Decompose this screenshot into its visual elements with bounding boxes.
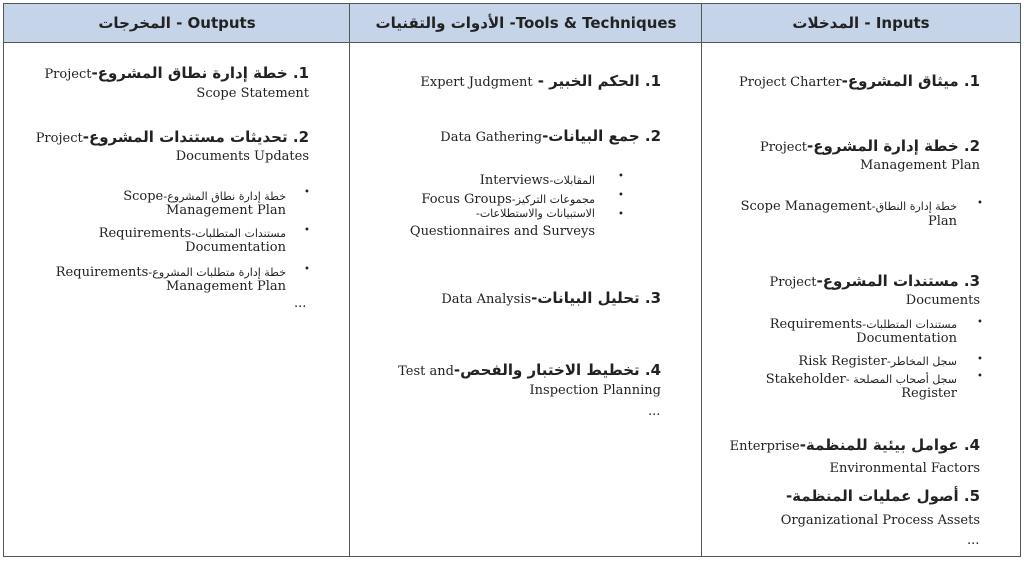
inputs-item-3 — [769, 271, 980, 290]
inputs-column — [702, 43, 1020, 556]
process-table — [3, 3, 1021, 557]
tools-bullet-2 — [421, 188, 595, 207]
inputs-item-2-en-cont: Management Plan — [860, 158, 980, 173]
tools-item-2 — [440, 126, 661, 145]
outputs-column — [4, 43, 349, 556]
outputs-item-1-en: Project — [44, 67, 92, 82]
header-inputs-label: Inputs - المدخلات — [792, 14, 930, 32]
outputs-item-2 — [36, 127, 309, 146]
inputs-item-2-en: Project — [759, 140, 807, 155]
tools-item-4-en: Test and — [398, 364, 454, 379]
inputs-item-4-en-cont: Environmental Factors — [829, 461, 980, 476]
inputs-ellipsis: ... — [967, 533, 980, 548]
tools-item-4-en-cont: Inspection Planning — [529, 383, 661, 398]
inputs-item-4-en: Enterprise — [729, 439, 800, 454]
inputs-item-4 — [730, 435, 980, 454]
header-outputs — [4, 4, 350, 43]
tools-item-2-ar: 2. جمع البيانات- — [542, 127, 661, 145]
header-tools — [350, 4, 702, 43]
outputs-bullet-1-en-cont: Management Plan — [166, 203, 286, 218]
inputs-bullet-3-en: Risk Register — [798, 354, 887, 369]
header-inputs — [702, 4, 1020, 43]
tools-item-1 — [420, 71, 661, 90]
outputs-bullet-1-en: Scope — [123, 189, 164, 204]
outputs-bullet-3-ar: خطة إدارة متطلبات المشروع- — [148, 266, 286, 279]
outputs-item-1-en-cont: Scope Statement — [196, 86, 309, 101]
bullet-icon: • — [304, 187, 310, 198]
tools-bullet-2-ar: مجموعات التركيز- — [511, 193, 595, 206]
inputs-bullet-4-en-cont: Register — [901, 386, 957, 401]
tools-item-3 — [441, 288, 661, 307]
tools-column — [350, 43, 701, 556]
tools-item-1-en: Expert Judgment — [420, 75, 533, 90]
tools-item-2-en: Data Gathering — [440, 130, 543, 145]
outputs-ellipsis: ... — [294, 296, 307, 311]
outputs-item-1-ar: 1. خطة إدارة نطاق المشروع- — [91, 64, 309, 82]
bullet-icon: • — [618, 209, 624, 220]
outputs-item-2-en: Project — [35, 131, 83, 146]
inputs-bullet-1-en: Scope Management — [740, 199, 872, 214]
inputs-bullet-4 — [766, 368, 957, 387]
outputs-bullet-1 — [123, 185, 286, 204]
bullet-icon: • — [618, 190, 624, 201]
inputs-item-1-ar: 1. ميثاق المشروع- — [841, 72, 980, 90]
outputs-bullet-3 — [56, 261, 286, 280]
inputs-item-3-en-cont: Documents — [905, 293, 980, 308]
tools-item-1-ar: 1. الحكم الخبير - — [537, 72, 661, 90]
inputs-item-1-en: Project Charter — [739, 75, 842, 90]
bullet-icon: • — [304, 225, 310, 236]
outputs-bullet-2-en: Requirements — [98, 226, 192, 241]
tools-ellipsis: ... — [648, 404, 661, 419]
outputs-item-2-en-cont: Documents Updates — [175, 149, 309, 164]
inputs-bullet-1-ar: خطة إدارة النطاق- — [871, 200, 957, 213]
tools-bullet-3-en: Questionnaires and Surveys — [409, 224, 595, 239]
inputs-bullet-2-en: Requirements — [769, 317, 863, 332]
inputs-bullet-3-ar: سجل المخاطر- — [886, 355, 957, 368]
inputs-bullet-4-en: Stakeholder — [765, 372, 846, 387]
inputs-item-5-ar: 5. أصول عمليات المنظمة- — [785, 487, 980, 505]
header-tools-label: Tools & Techniques- الأدوات والتقنيات — [375, 14, 677, 32]
outputs-bullet-1-ar: خطة إدارة نطاق المشروع- — [163, 190, 286, 203]
inputs-bullet-2-en-cont: Documentation — [856, 331, 957, 346]
header-outputs-label: Outputs - المخرجات — [98, 14, 256, 32]
inputs-item-5-en: Organizational Process Assets — [780, 513, 980, 528]
tools-item-3-ar: 3. تحليل البيانات- — [531, 289, 661, 307]
tools-bullet-1 — [480, 169, 595, 188]
tools-item-4-ar: 4. تخطيط الاختبار والفحص- — [453, 361, 661, 379]
inputs-item-2 — [760, 136, 980, 155]
bullet-icon: • — [977, 198, 983, 209]
outputs-bullet-3-en: Requirements — [55, 265, 149, 280]
tools-bullet-1-ar: المقابلات- — [549, 174, 595, 187]
tools-bullet-2-en: Focus Groups — [421, 192, 512, 207]
outputs-item-1 — [44, 63, 309, 82]
tools-bullet-3-ar: الاستبيانات والاستطلاعات- — [475, 207, 595, 220]
outputs-bullet-2-ar: مستندات المتطلبات- — [191, 227, 286, 240]
inputs-item-4-ar: 4. عوامل بيئية للمنظمة- — [799, 436, 980, 454]
inputs-item-2-ar: 2. خطة إدارة المشروع- — [806, 137, 980, 155]
bullet-icon: • — [977, 371, 983, 382]
inputs-item-1 — [739, 71, 980, 90]
outputs-bullet-2 — [99, 222, 286, 241]
bullet-icon: • — [977, 317, 983, 328]
inputs-item-3-ar: 3. مستندات المشروع- — [816, 272, 980, 290]
bullet-icon: • — [618, 171, 624, 182]
outputs-bullet-3-en-cont: Management Plan — [166, 279, 286, 294]
tools-item-3-en: Data Analysis — [441, 292, 532, 307]
bullet-icon: • — [304, 264, 310, 275]
outputs-item-2-ar: 2. تحديثات مستندات المشروع- — [82, 128, 309, 146]
bullet-icon: • — [977, 354, 983, 365]
inputs-bullet-2-ar: مستندات المتطلبات- — [862, 318, 957, 331]
inputs-bullet-3 — [798, 350, 957, 369]
inputs-bullet-1-en-cont: Plan — [927, 214, 957, 229]
tools-item-4 — [398, 360, 661, 379]
inputs-bullet-4-ar: سجل أصحاب المصلحة - — [845, 373, 957, 386]
inputs-bullet-1 — [741, 195, 957, 214]
inputs-item-3-en: Project — [769, 275, 817, 290]
inputs-bullet-2 — [770, 313, 957, 332]
outputs-bullet-2-en-cont: Documentation — [185, 240, 286, 255]
tools-bullet-1-en: Interviews — [479, 173, 550, 188]
